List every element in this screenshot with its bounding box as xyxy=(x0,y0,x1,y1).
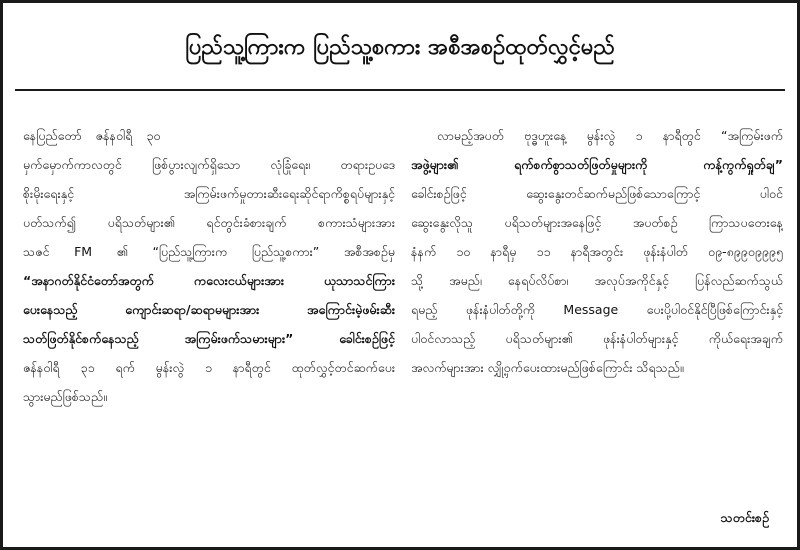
body-line: ခေါင်းစဉ်ဖြင့် ဆွေးနွေးတင်ဆက်မည်ဖြစ်သောကြောင့် ပါဝင် xyxy=(411,186,783,201)
body-line: နံနက် ၁၀ နာရီမှ ၁၁ နာရီအတွင်း ဖုန်းနံပါတ် ၀၉-၈၉၉၀၉၉၉၅ xyxy=(411,244,783,259)
body-line: သို့ အမည်၊ နေရပ်လိပ်စာ၊ အလုပ်အကိုင်နှင့် ပြန်လည်ဆက်သွယ် xyxy=(411,273,783,288)
body-line: ရမည့် ဖုန်းနံပါတ်တို့ကို Message ပေးပို့ပါဝင်နိုင်ပြီဖြစ်ကြောင်းနှင့် xyxy=(411,302,783,317)
dateline: နေပြည်တော် ဇန်နဝါရီ ၃၀ xyxy=(23,128,161,143)
right-column xyxy=(411,121,783,382)
body-line: မှက်မှောက်ကာလတွင် ဖြစ်ပွားလျက်ရှိသော လုံခြုံရေး၊ တရားဥပဒေ xyxy=(23,157,395,172)
headline-divider xyxy=(15,89,785,91)
body-line: “အနာဂတ်နိုင်ငံတော်အတွက် ကလေးငယ်များအား ယုသာသင်ကြား xyxy=(23,273,395,288)
body-line: ဆွေးနွေးလိုသူ ပရိသတ်များအနေဖြင့် အပတ်စဉ် ကြာသပတေးနေ့ xyxy=(411,215,783,230)
left-column xyxy=(23,121,395,411)
body-line: အလက်များအား လျှို့ဝှက်ပေးထားမည်ဖြစ်ကြောင်း သိရသည်။ xyxy=(411,360,684,375)
byline: သတင်းစဉ် xyxy=(720,510,769,525)
body-line: ပေးနေသည့် ကျောင်းဆရာ/ဆရာမများအား အကြောင်းမဲ့ဖမ်းဆီး xyxy=(23,302,395,317)
headline: ပြည်သူ့ကြားက ပြည်သူ့စကား အစီအစဉ်ထုတ်လွှင့်မည် xyxy=(185,35,615,60)
body-line: သတ်ဖြတ်နိုင်စက်နေသည့် အကြမ်းဖက်သမားများ” ခေါင်းစဉ်ဖြင့် xyxy=(23,331,395,346)
body-line: စိုးမိုးရေးနှင့် အကြမ်းဖက်မှုတားဆီးရေးဆိုင်ရာကိစ္စရပ်များနှင့် xyxy=(23,186,395,201)
body-line: သဇင် FM ၏ “ပြည်သူ့ကြားက ပြည်သူ့စကား” အစီအစဉ်မှ xyxy=(23,244,395,259)
body-line: ဇန်နဝါရီ ၃၁ ရက် မွန်းလွဲ ၁ နာရီတွင် ထုတ်လွှင့်တင်ဆက်ပေး xyxy=(23,360,395,375)
body-line: လာမည့်အပတ် ဗုဒ္ဓဟူးနေ့ မွန်းလွဲ ၁ နာရီတွင် “အကြမ်းဖက် xyxy=(437,128,783,143)
body-line: ပါဝင်လာသည့် ပရိသတ်များ၏ ဖုန်းနံပါတ်များနှင့် ကိုယ်ရေးအချက် xyxy=(411,331,783,346)
body-line: သွားမည်ဖြစ်သည်။ xyxy=(23,389,107,404)
body-line: ပတ်သက်၍ ပရိသတ်များ၏ ရင်တွင်းခံစားချက် စကားသံများအား xyxy=(23,215,395,230)
body-line: အဖွဲ့များ၏ ရက်စက်စွာသတ်ဖြတ်မှုများကို ကန့်ကွက်ရှုတ်ချ” xyxy=(411,157,783,172)
